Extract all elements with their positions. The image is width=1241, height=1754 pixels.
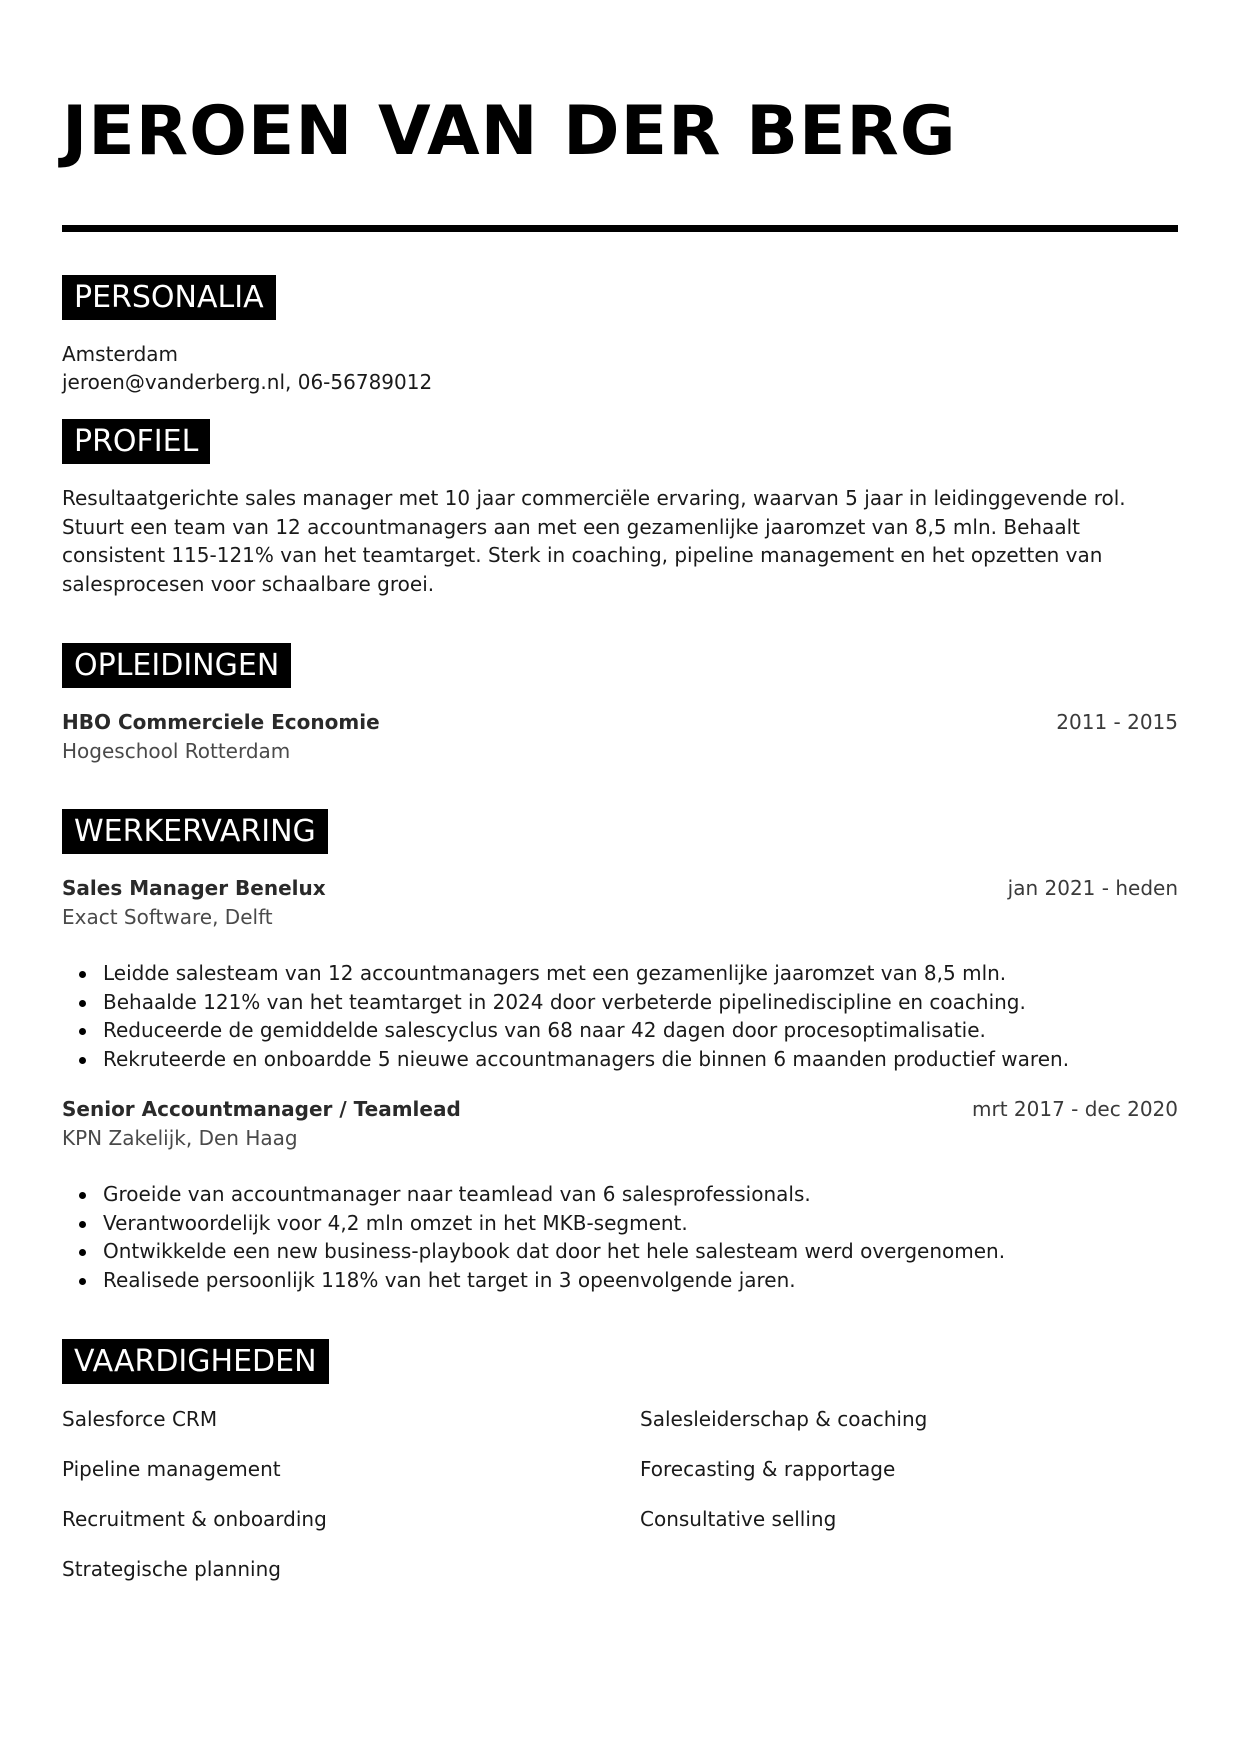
skill-item: Pipeline management: [62, 1457, 281, 1481]
job-bullet: Verantwoordelijk voor 4,2 mln omzet in het MKB-segment.: [103, 1209, 1178, 1238]
education-title: HBO Commerciele Economie: [62, 710, 380, 734]
job-period: jan 2021 - heden: [1007, 876, 1178, 900]
skill-item: Forecasting & rapportage: [640, 1457, 896, 1481]
section-heading-vaardigheden: VAARDIGHEDEN: [62, 1339, 329, 1384]
job-bullets: [62, 1180, 1178, 1294]
skill-item: Consultative selling: [640, 1507, 837, 1531]
section-heading-profiel: PROFIEL: [62, 419, 210, 464]
job-bullets: [62, 959, 1178, 1073]
job-company: KPN Zakelijk, Den Haag: [62, 1126, 298, 1150]
candidate-name: JEROEN VAN DER BERG: [62, 92, 957, 171]
skill-item: Strategische planning: [62, 1557, 281, 1581]
job-bullet: Ontwikkelde een new business-playbook dat door het hele salesteam werd overgenomen.: [103, 1237, 1178, 1266]
profiel-line: consistent 115-121% van het teamtarget. Sterk in coaching, pipeline management en het opzetten van: [62, 543, 1103, 567]
skill-item: Salesforce CRM: [62, 1407, 218, 1431]
skill-item: Recruitment & onboarding: [62, 1507, 327, 1531]
profiel-line: Resultaatgerichte sales manager met 10 jaar commerciële ervaring, waarvan 5 jaar in leidinggevende rol.: [62, 486, 1126, 510]
personalia-contact: jeroen@vanderberg.nl, 06-56789012: [62, 370, 433, 394]
job-bullet: Groeide van accountmanager naar teamlead van 6 salesprofessionals.: [103, 1180, 1178, 1209]
job-bullet: Leidde salesteam van 12 accountmanagers met een gezamenlijke jaaromzet van 8,5 mln.: [103, 959, 1178, 988]
section-heading-werkervaring: WERKERVARING: [62, 809, 328, 854]
job-bullet: Rekruteerde en onboardde 5 nieuwe accountmanagers die binnen 6 maanden productief waren.: [103, 1045, 1178, 1074]
profiel-text: [62, 484, 1178, 598]
job-bullet: Realisede persoonlijk 118% van het target in 3 opeenvolgende jaren.: [103, 1266, 1178, 1295]
education-institution: Hogeschool Rotterdam: [62, 739, 291, 763]
section-heading-opleidingen: OPLEIDINGEN: [62, 643, 291, 688]
education-period: 2011 - 2015: [1056, 710, 1178, 734]
job-bullet: Behaalde 121% van het teamtarget in 2024 door verbeterde pipelinediscipline en coaching.: [103, 988, 1178, 1017]
personalia-city: Amsterdam: [62, 342, 179, 366]
job-period: mrt 2017 - dec 2020: [972, 1097, 1178, 1121]
section-heading-personalia: PERSONALIA: [62, 275, 276, 320]
header-divider: [62, 225, 1178, 232]
skill-item: Salesleiderschap & coaching: [640, 1407, 928, 1431]
profiel-line: Stuurt een team van 12 accountmanagers aan met een gezamenlijke jaaromzet van 8,5 mln. Behaalt: [62, 514, 1080, 539]
profiel-line: salesprocesen voor schaalbare groei.: [62, 571, 435, 596]
job-title: Senior Accountmanager / Teamlead: [62, 1097, 461, 1121]
job-title: Sales Manager Benelux: [62, 876, 326, 900]
job-company: Exact Software, Delft: [62, 905, 273, 929]
job-bullet: Reduceerde de gemiddelde salescyclus van 68 naar 42 dagen door procesoptimalisatie.: [103, 1016, 1178, 1045]
